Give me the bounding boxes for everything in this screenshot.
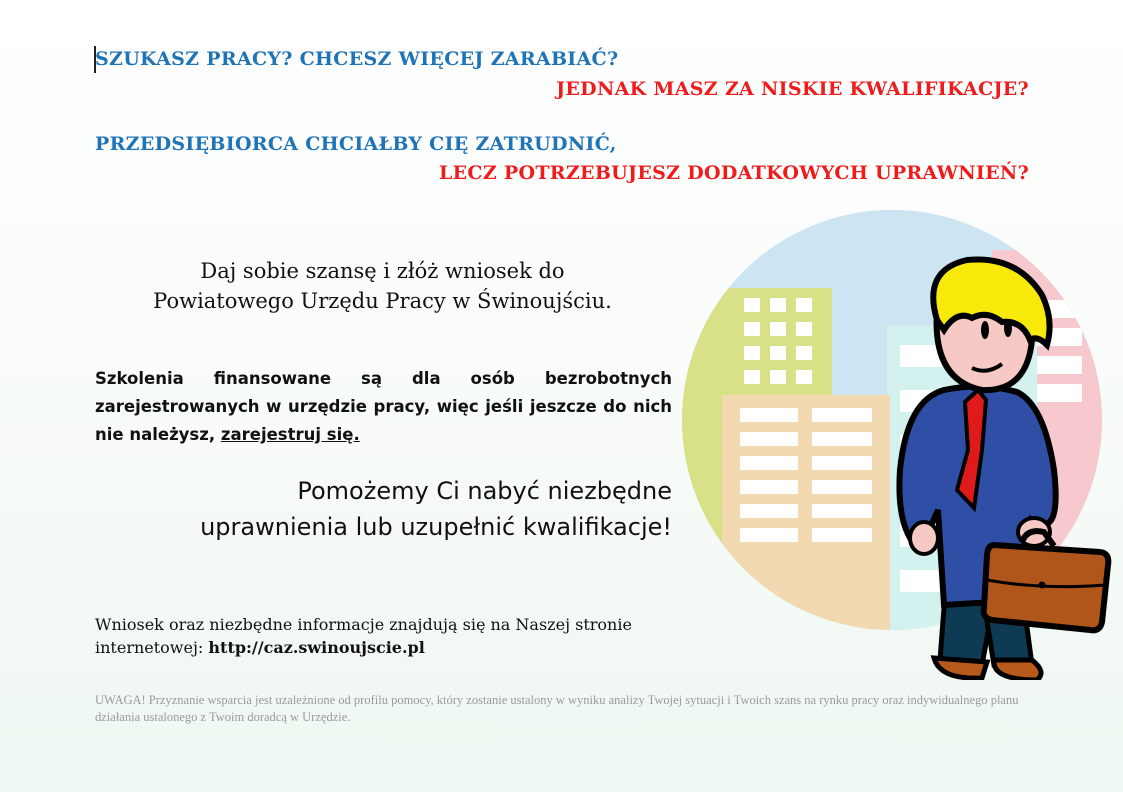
promise-paragraph — [95, 473, 672, 545]
register-link[interactable]: zarejestruj się. — [220, 425, 360, 444]
promise-line-1: Pomożemy Ci nabyć niezbędne — [297, 477, 672, 505]
headline-line-1: SZUKASZ PRACY? CHCESZ WIĘCEJ ZARABIAĆ? — [95, 48, 619, 70]
training-text: Szkolenia finansowane są dla osób bezrobotnych zarejestrowanych w urzędzie pracy, więc jeśli jeszcze do nich nie należysz, — [95, 369, 672, 444]
info-paragraph — [95, 613, 655, 659]
businessman-with-briefcase-icon — [682, 210, 1122, 680]
headline-line-3: PRZEDSIĘBIORCA CHCIAŁBY CIĘ ZATRUDNIĆ, — [95, 133, 617, 155]
headline-line-4: LECZ POTRZEBUJESZ DODATKOWYCH UPRAWNIEŃ? — [438, 162, 1029, 184]
info-text: Wniosek oraz niezbędne informacje znajdują się na Naszej stronie internetowej: — [95, 615, 632, 657]
training-paragraph — [95, 365, 672, 449]
lead-line-1: Daj sobie szansę i złóż wniosek do — [200, 259, 565, 283]
headline-line-2: JEDNAK MASZ ZA NISKIE KWALIFIKACJE? — [556, 78, 1029, 100]
disclaimer-note: UWAGA! Przyznanie wsparcia jest uzależnione od profilu pomocy, który zostanie ustalony w wyniku analizy Twojej sytuacji i Twoich szans na rynku pracy oraz indywidualnego planu działania ustalonego z Twoim doradcą w Urzędzie. — [95, 693, 1019, 724]
lead-line-2: Powiatowego Urzędu Pracy w Świnoujściu. — [153, 289, 612, 313]
website-url[interactable]: http://caz.swinoujscie.pl — [208, 638, 425, 657]
promise-line-2: uprawnienia lub uzupełnić kwalifikacje! — [200, 513, 672, 541]
lead-paragraph — [95, 256, 670, 316]
